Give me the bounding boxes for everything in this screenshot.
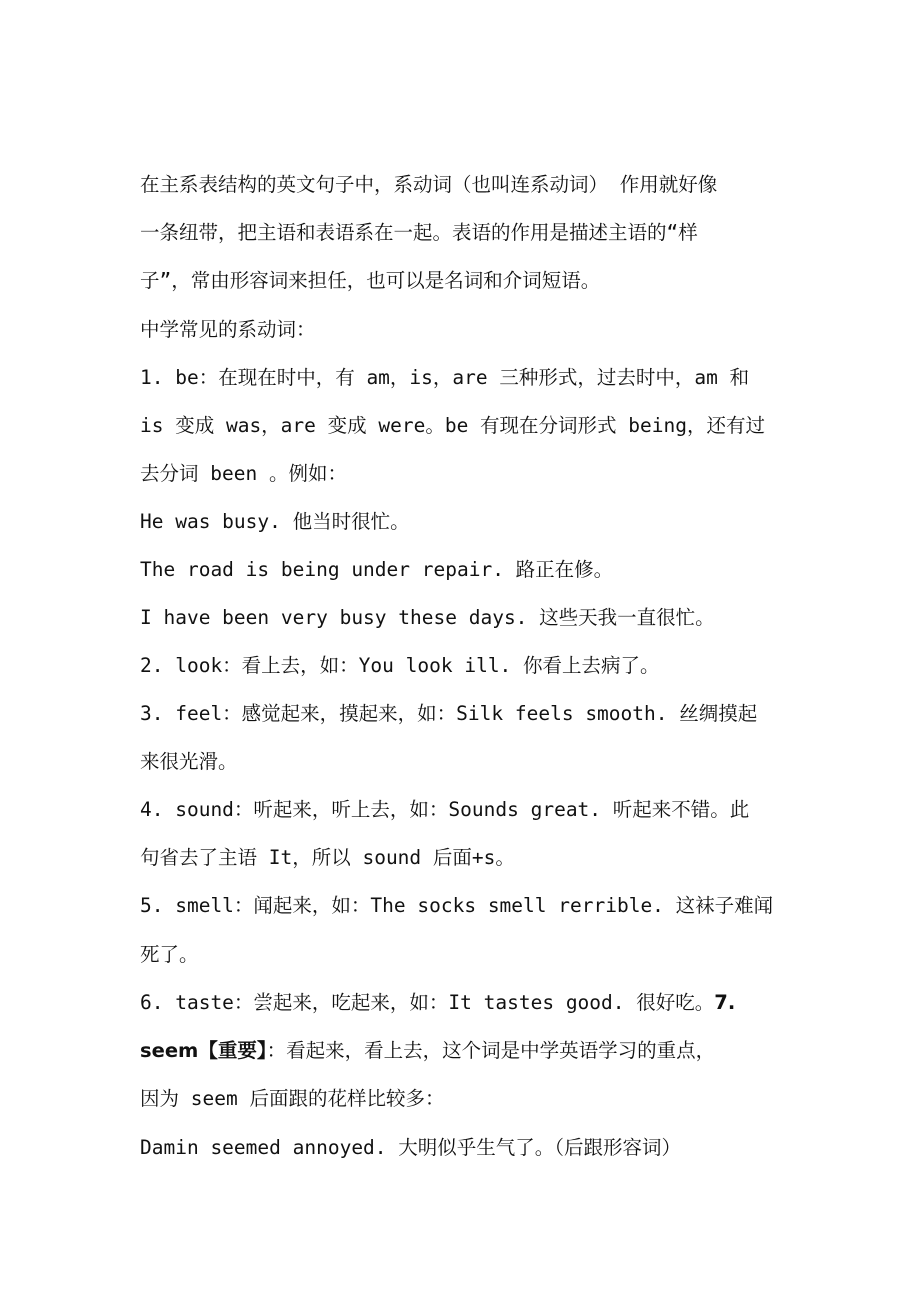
example-sentence: He was busy. 他当时很忙。	[140, 510, 410, 533]
list-number-bold: 7.	[714, 991, 736, 1014]
section-heading: 中学常见的系动词：	[140, 318, 316, 341]
paragraph-line: 来很光滑。	[140, 750, 238, 773]
paragraph-line: 死了。	[140, 943, 199, 966]
list-item: 2. look：看上去，如：You look ill. 你看上去病了。	[140, 654, 660, 677]
paragraph-line: 子”，常由形容词来担任，也可以是名词和介词短语。	[140, 269, 601, 292]
example-sentence: I have been very busy these days. 这些天我一直很忙。	[140, 606, 715, 629]
paragraph-line: 在主系表结构的英文句子中，系动词（也叫连系动词） 作用就好像	[140, 173, 718, 196]
example-sentence: Damin seemed annoyed. 大明似乎生气了。（后跟形容词）	[140, 1136, 682, 1159]
list-item-text: 6. taste：尝起来，吃起来，如：It tastes good. 很好吃。	[140, 991, 715, 1014]
list-item: 3. feel：感觉起来，摸起来，如：Silk feels smooth. 丝绸摸起	[140, 702, 758, 725]
paragraph-line: 1. be：在现在时中，有 am，is，are 三种形式，过去时中，am 和	[140, 366, 750, 389]
example-sentence: The road is being under repair. 路正在修。	[140, 558, 614, 581]
list-item: 5. smell：闻起来，如：The socks smell rerrible. 这袜子难闻	[140, 894, 774, 917]
paragraph-line: 句省去了主语 It，所以 sound 后面+s。	[140, 846, 515, 869]
list-item-text: ：看起来，看上去，这个词是中学英语学习的重点，	[266, 1039, 716, 1062]
paragraph-line: 因为 seem 后面跟的花样比较多：	[140, 1087, 445, 1110]
paragraph-line: 去分词 been 。例如：	[140, 462, 347, 485]
bold-term: seem【重要】	[140, 1039, 267, 1062]
list-item: 4. sound：听起来，听上去，如：Sounds great. 听起来不错。此	[140, 798, 750, 821]
paragraph-line: 一条纽带，把主语和表语系在一起。表语的作用是描述主语的“样	[140, 221, 698, 244]
list-item	[140, 1039, 715, 1063]
paragraph-line: is 变成 was，are 变成 were。be 有现在分词形式 being，还有过	[140, 414, 765, 437]
list-item	[140, 991, 735, 1015]
